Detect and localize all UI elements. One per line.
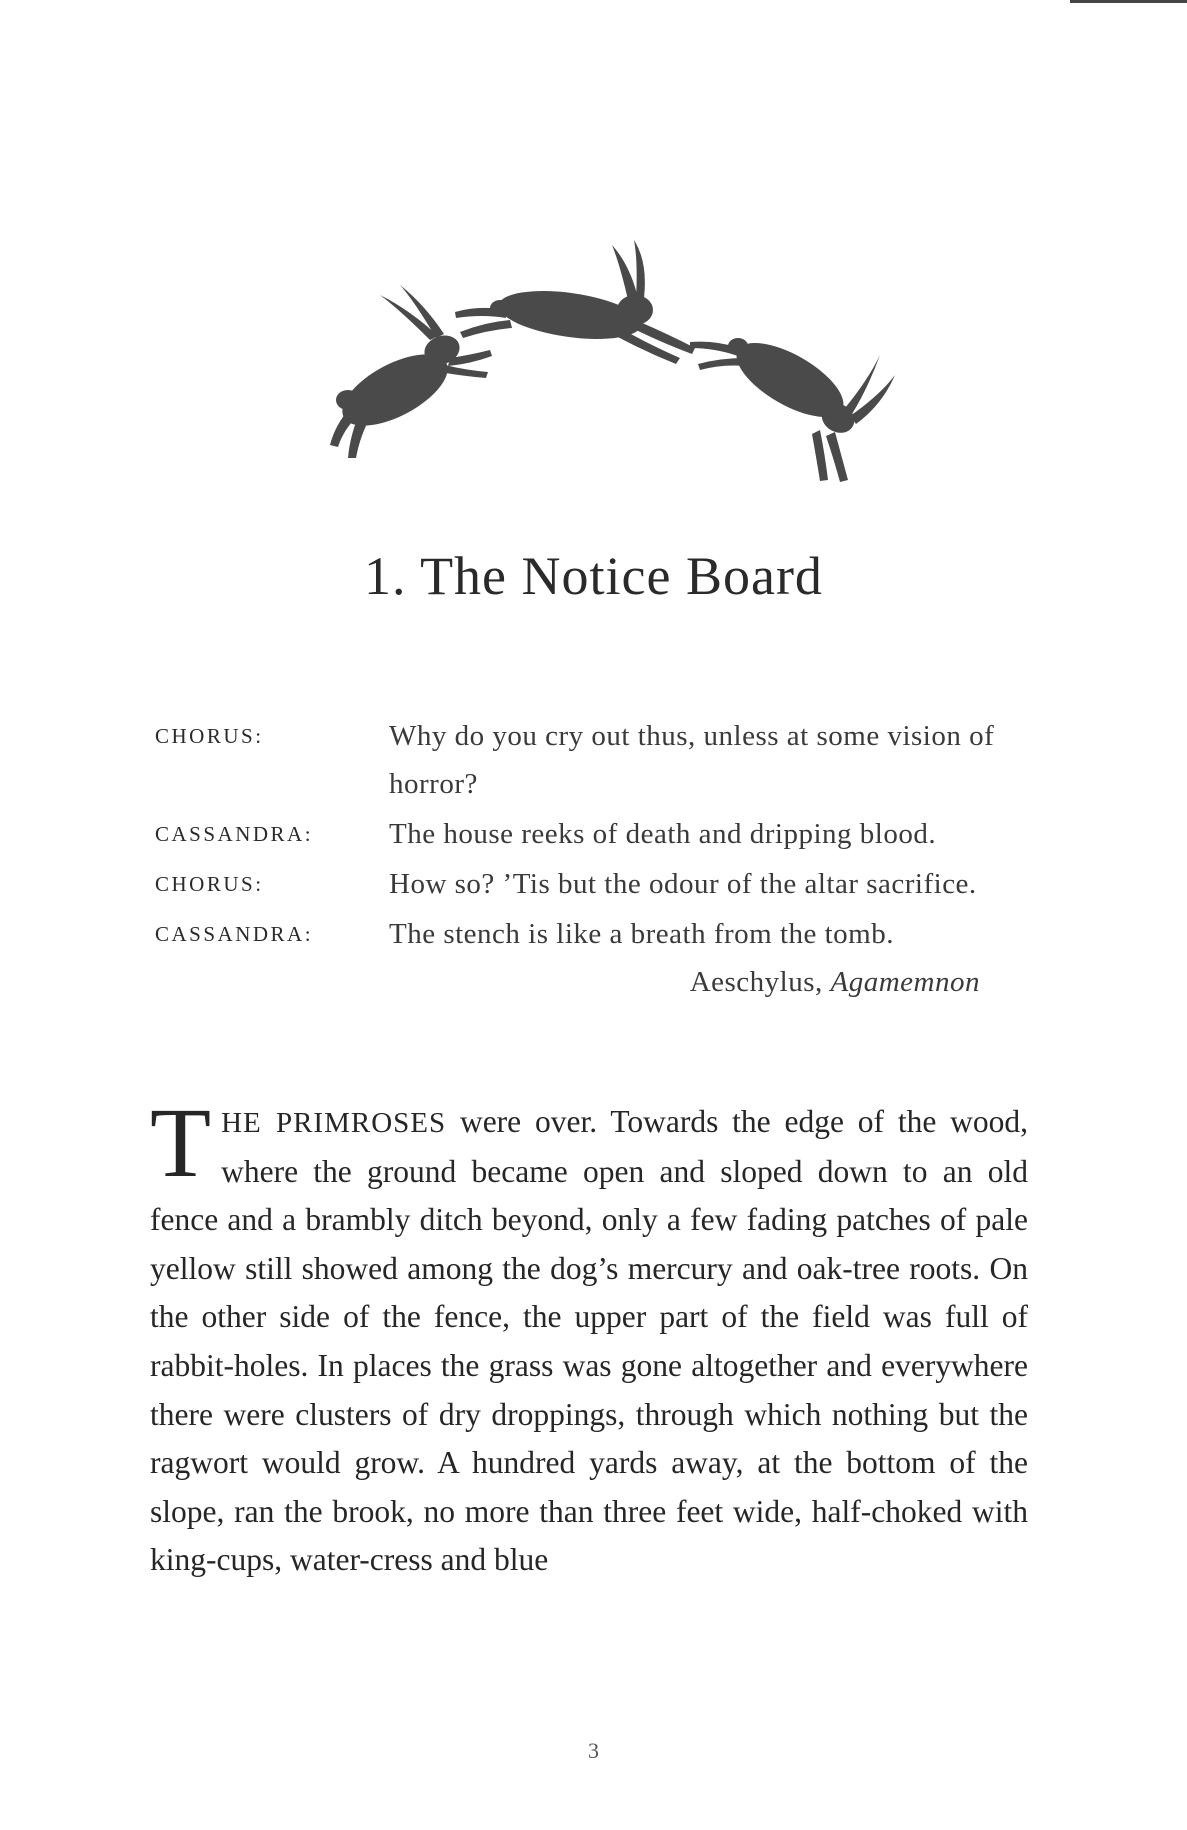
leaping-rabbits-icon [320,240,920,520]
dialogue-text: The house reeks of death and dripping blood. [389,818,937,850]
body-text: were over. Towards the edge of the wood, where the ground became open and sloped down to an old fence and a brambly ditch beyond, only a few fading patches of pale yellow still showed among the dog’s mercury and oak-tree roots. On the other side of the fence, the upper part of the field was full of rabbit-holes. In places the grass was gone altogether and everywhere there were clusters of dry droppings, through which nothing but the ragwort would grow. A hundred yards away, at the bottom of the slope, ran the brook, no more than three feet wide, half-choked with king-cups, water-cress and blue [150,1104,1028,1578]
page-number: 3 [588,1738,599,1763]
attribution-work: Agamemnon [830,966,980,998]
speaker-label: CHORUS: [155,872,264,896]
speaker-label: CASSANDRA: [155,922,314,946]
dialogue-text: The stench is like a breath from the tomb. [389,918,894,950]
lead-in-smallcaps: HE PRIMROSES [221,1107,447,1139]
speaker-label: CHORUS: [155,724,264,748]
epigraph-line [155,712,1025,808]
rabbit-middle [455,240,695,364]
chapter-title: 1. The Notice Board [364,546,823,606]
epigraph-attribution [155,958,1025,1006]
speaker-label: CASSANDRA: [155,822,314,846]
drop-cap: T [150,1087,212,1198]
epigraph-line [155,860,1025,908]
dialogue-text: Why do you cry out thus, unless at some vision of horror? [389,720,995,800]
top-edge-rule [1070,0,1187,3]
epigraph [155,712,1025,1006]
body-paragraph [150,1087,1028,1585]
dialogue-text: How so? ’Tis but the odour of the altar sacrifice. [389,868,977,900]
rabbit-right [690,328,895,482]
attribution-author: Aeschylus, [689,966,823,998]
epigraph-line [155,910,1025,958]
epigraph-line [155,810,1025,858]
